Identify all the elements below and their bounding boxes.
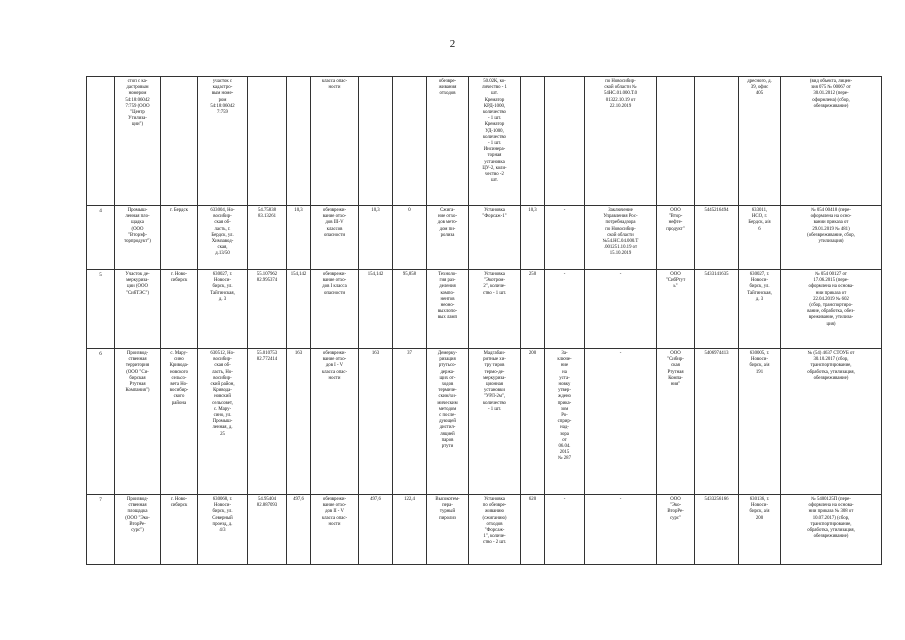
activity-type-cell: обезврежи- вание отхо- дов I - V класса опас- ности bbox=[311, 349, 359, 495]
technology-cell: Высокотем- пера- турный пиролиз bbox=[427, 495, 469, 565]
operator-inn-cell: 5406974413 bbox=[695, 349, 739, 495]
facility-name-cell: Производ- ственная территория (ООО "Си- бирская Ртутная Компания") bbox=[115, 349, 161, 495]
operator-address-cell: дресного, д. 39, офис 405 bbox=[739, 77, 781, 206]
free-capacity-cell: 0 bbox=[393, 206, 427, 270]
operator-inn-cell: 5445216494 bbox=[695, 206, 739, 270]
equipment-cell: Мадгабаи- ритные хи- тру тиров термо-де- меркуриза- ционная установки "УРЛ-2м", количество - 1 шт. bbox=[469, 349, 521, 495]
settlement-cell: г. Ново- сибирск bbox=[161, 270, 198, 349]
free-capacity-cell bbox=[393, 77, 427, 206]
operator-address-cell: 633011, НСО, г. Бердск, а/я 6 bbox=[739, 206, 781, 270]
sanitary-conclusion-cell: по Новосибир- ской области № 54НС.01.000.Т.0 01322.10.19 от 22.10.2019 bbox=[585, 77, 657, 206]
row-number-cell bbox=[87, 77, 115, 206]
activity-type-cell: обезврежи- вание отхо- дов I класса опасности bbox=[311, 270, 359, 349]
row-number-cell: 4 bbox=[87, 206, 115, 270]
activity-type-cell: обезврежи- вание отхо- дов III-V классов опасности bbox=[311, 206, 359, 270]
coordinates-cell: 54.75838 83.13261 bbox=[248, 206, 287, 270]
used-capacity-cell: 163 bbox=[359, 349, 393, 495]
facility-name-cell: стоп с ка- дастровым номером 54:18:06042 7:759 (ООО "Центр Утилиза- ции") bbox=[115, 77, 161, 206]
used-capacity-cell: 154,142 bbox=[359, 270, 393, 349]
expert-review-cell bbox=[545, 77, 585, 206]
capacity-cell: 163 bbox=[287, 349, 311, 495]
equipment-cell: Установка "Экотром- 2", количе- ство - 1 шт. bbox=[469, 270, 521, 349]
activity-type-cell: обезврежи- вание отхо- дов II - V класса опас- ности bbox=[311, 495, 359, 565]
free-capacity-cell: 95,858 bbox=[393, 270, 427, 349]
capacity-cell: 154,142 bbox=[287, 270, 311, 349]
technology-cell: Сжига- ние отхо- дов мето- дом пи- ролиза bbox=[427, 206, 469, 270]
sanitary-conclusion-cell: - bbox=[585, 495, 657, 565]
settlement-cell bbox=[161, 77, 198, 206]
table-row bbox=[87, 495, 882, 565]
equipment-cell: Установка по обезвре- живанию (сжиганию) отходов "Форсаж- 1", количе- ство - 2 шт. bbox=[469, 495, 521, 565]
license-info-cell: № 054 00418 (пере- оформлена на осно- вании приказа от 29.01.2019 № 481) (обезвреживание, сбор, утилизация) bbox=[781, 206, 882, 270]
equipment-cell: 50.02К, ко- личество - 1 шт. Крематор КРД-1000, количество - 1 шт. Крематор УД-1000, количество - 1 шт. Инсинера- торная установка ЦУ-2, коли- чество -2 шт. bbox=[469, 77, 521, 206]
equipment-capacity-cell: 620 bbox=[521, 495, 545, 565]
operator-inn-cell: 5433256166 bbox=[695, 495, 739, 565]
settlement-cell: г. Бердск bbox=[161, 206, 198, 270]
capacity-cell bbox=[287, 77, 311, 206]
address-cell: 633004, Но- восибир- ская об- ласть, г. Бердск, ул. Химзавод- ская, д.13/50 bbox=[198, 206, 248, 270]
technology-cell: Техноло- гия раз- деления компо- нентов неоно- выхлопо- вых ламп bbox=[427, 270, 469, 349]
operator-inn-cell: 5433141635 bbox=[695, 270, 739, 349]
sanitary-conclusion-cell: - bbox=[585, 270, 657, 349]
used-capacity-cell: 497,6 bbox=[359, 495, 393, 565]
table-row bbox=[87, 77, 882, 206]
expert-review-cell: За- ключе- ние на уста- новку утвер- ждено прика- зом Ро- сприр- над- зора от 06.04. 2015 № 287 bbox=[545, 349, 585, 495]
expert-review-cell: - bbox=[545, 270, 585, 349]
table-row bbox=[87, 349, 882, 495]
operator-name-cell: ООО "Сибир- ская Ртутная Компа- ния" bbox=[657, 349, 695, 495]
license-info-cell: № 5400125П (пере- оформлена на основа- нии приказа № 308 от 10.07.2017) (сбор, транспортирование, обработка, утилизация, обезвреживание) bbox=[781, 495, 882, 565]
expert-review-cell: - bbox=[545, 495, 585, 565]
operator-name-cell: ООО "СибРтут ь" bbox=[657, 270, 695, 349]
settlement-cell: г. Ново- сибирск bbox=[161, 495, 198, 565]
row-number-cell: 5 bbox=[87, 270, 115, 349]
table-row bbox=[87, 206, 882, 270]
coordinates-cell: 54.95404 82.887093 bbox=[248, 495, 287, 565]
capacity-cell: 10,3 bbox=[287, 206, 311, 270]
facility-name-cell: Участок де- меркуриза- ции (ООО "СибТЭС") bbox=[115, 270, 161, 349]
license-info-cell: № 054 00127 от 17.06.2015 (пере- оформлена на основа- нии приказа от 22.04.2019 № 602 (сбор, транспортиро- вание, обработка, обез- вреживание, утилиза- ция) bbox=[781, 270, 882, 349]
license-info-cell: (вид объекта, лицен- зия 075 № 00067 от 30.01.2012 (пере- оформлена) (сбор, обезвреживание) bbox=[781, 77, 882, 206]
operator-inn-cell bbox=[695, 77, 739, 206]
operator-address-cell: 630027, г. Новоси- бирск, ул. Тайгинская, д. 3 bbox=[739, 270, 781, 349]
address-cell: 630068, г. Новоси- бирск, ул. Северный проезд, д. 4/3 bbox=[198, 495, 248, 565]
row-number-cell: 7 bbox=[87, 495, 115, 565]
technology-cell: Демерку- ризация ртутьсо- держа- щих от- ходов термиче- ским/хи- мическим методом с после- дующей дистил- ляцией паров ртути bbox=[427, 349, 469, 495]
table-row bbox=[87, 270, 882, 349]
free-capacity-cell: 122,4 bbox=[393, 495, 427, 565]
equipment-capacity-cell: 200 bbox=[521, 349, 545, 495]
technology-cell: обезвре- живания отходов bbox=[427, 77, 469, 206]
equipment-capacity-cell: 250 bbox=[521, 270, 545, 349]
address-cell: 630027, г. Новоси- бирск, ул. Тайгинская, д. 3 bbox=[198, 270, 248, 349]
waste-facilities-table bbox=[86, 76, 882, 565]
operator-address-cell: 630005, г. Новоси- бирск, а/я 191 bbox=[739, 349, 781, 495]
free-capacity-cell: 37 bbox=[393, 349, 427, 495]
capacity-cell: 497,6 bbox=[287, 495, 311, 565]
equipment-capacity-cell: 10,3 bbox=[521, 206, 545, 270]
operator-name-cell: ООО "Втор- нефте- продукт" bbox=[657, 206, 695, 270]
sanitary-conclusion-cell: Заключение Управления Рос- потребнадзора по Новосибир- ской области №54.НС.04.000.Т .001251.10.19 от 15.10.2019 bbox=[585, 206, 657, 270]
equipment-capacity-cell bbox=[521, 77, 545, 206]
coordinates-cell bbox=[248, 77, 287, 206]
page-number: 2 bbox=[449, 38, 456, 50]
address-cell: 630512, Но- восибир- ская об- ласть, Но- восибир- ский район, Кривода- новский сельсовет, с. Мару- сино, ул. Промыш- ленная, д. 25 bbox=[198, 349, 248, 495]
activity-type-cell: класса опас- ности bbox=[311, 77, 359, 206]
settlement-cell: с. Мару- сино Кривода- новского сельсо- вета Но- восибир- ского района bbox=[161, 349, 198, 495]
expert-review-cell: - bbox=[545, 206, 585, 270]
coordinates-cell: 55.107962 82.995374 bbox=[248, 270, 287, 349]
equipment-cell: Установка "Форсаж-1" bbox=[469, 206, 521, 270]
license-info-cell: № (54) 4637 СТОУБ от 30.10.2017 (сбор, транспортирование, обработка, утилизация, обезвреживание) bbox=[781, 349, 882, 495]
used-capacity-cell bbox=[359, 77, 393, 206]
coordinates-cell: 55.010753 82.772414 bbox=[248, 349, 287, 495]
facility-name-cell: Промыш- ленная пло- щадка (ООО "Вторэф- торпродукт") bbox=[115, 206, 161, 270]
operator-name-cell: ООО "Эко- ВторРе- сурс" bbox=[657, 495, 695, 565]
used-capacity-cell: 10,3 bbox=[359, 206, 393, 270]
operator-address-cell: 630136, г. Новоси- бирск, а/я 200 bbox=[739, 495, 781, 565]
operator-name-cell bbox=[657, 77, 695, 206]
facility-name-cell: Производ- ственная площадка (ООО "Эко- ВторРе- сурс") bbox=[115, 495, 161, 565]
row-number-cell: 6 bbox=[87, 349, 115, 495]
address-cell: участок с кадастро- вым номе- ром 54:18:06042 7:759 bbox=[198, 77, 248, 206]
sanitary-conclusion-cell: - bbox=[585, 349, 657, 495]
